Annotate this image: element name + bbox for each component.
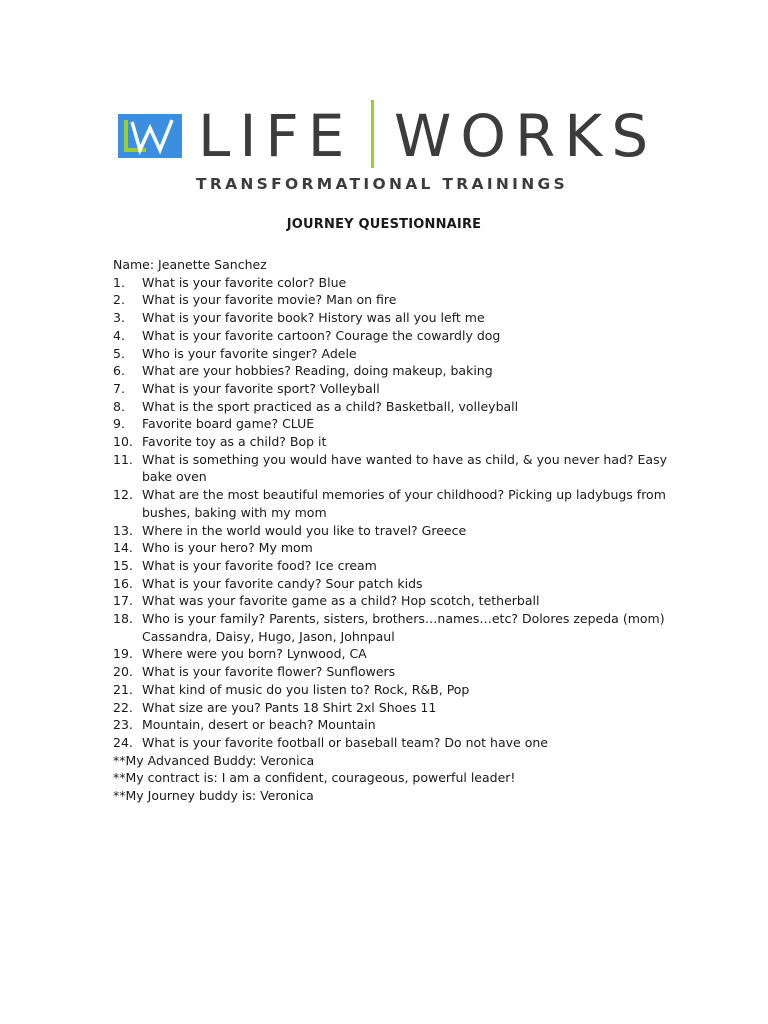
- question-text: What are your hobbies? Reading, doing makeup, baking: [142, 363, 493, 379]
- question-item: [113, 522, 673, 540]
- question-number: 4.: [113, 327, 125, 343]
- question-item: [113, 362, 673, 380]
- question-text: What is your favorite movie? Man on fire: [142, 292, 397, 308]
- question-text: Who is your favorite singer? Adele: [142, 345, 357, 361]
- question-item: [113, 681, 673, 699]
- question-item: [113, 716, 673, 734]
- question-text: What is your favorite candy? Sour patch kids: [142, 575, 423, 591]
- question-number: 14.: [113, 540, 133, 556]
- question-number: 11.: [113, 451, 133, 467]
- question-item: [113, 663, 673, 681]
- question-number: 12.: [113, 487, 133, 503]
- question-item: [113, 345, 673, 363]
- question-number: 21.: [113, 681, 133, 697]
- question-item: [113, 433, 673, 451]
- question-item: [113, 734, 673, 752]
- question-item: [113, 699, 673, 717]
- question-number: 13.: [113, 522, 133, 538]
- question-text: Who is your family? Parents, sisters, brothers…names…etc? Dolores zepeda (mom) Cassandra, Daisy, Hugo, Jason, Johnpaul: [142, 611, 665, 644]
- question-number: 1.: [113, 274, 125, 290]
- question-text: What is your favorite flower? Sunflowers: [142, 664, 396, 680]
- questionnaire-body: [113, 256, 673, 805]
- logo-word-life: LIFE: [198, 102, 354, 170]
- question-text: What is your favorite sport? Volleyball: [142, 380, 380, 396]
- question-item: [113, 610, 673, 645]
- question-number: 15.: [113, 557, 133, 573]
- footer-notes: [113, 752, 673, 805]
- name-line: Name: Jeanette Sanchez: [113, 257, 267, 272]
- question-item: [113, 398, 673, 416]
- question-text: What is the sport practiced as a child? Basketball, volleyball: [142, 398, 519, 414]
- logo-word-works: WORKS: [394, 102, 658, 170]
- question-number: 23.: [113, 717, 133, 733]
- question-text: What was your favorite game as a child? Hop scotch, tetherball: [142, 593, 540, 609]
- question-number: 19.: [113, 646, 133, 662]
- question-item: [113, 380, 673, 398]
- question-text: Favorite toy as a child? Bop it: [142, 434, 327, 450]
- question-item: [113, 557, 673, 575]
- question-number: 2.: [113, 292, 125, 308]
- question-text: What is your favorite food? Ice cream: [142, 557, 377, 573]
- question-number: 7.: [113, 380, 125, 396]
- question-text: Favorite board game? CLUE: [142, 416, 315, 432]
- question-number: 24.: [113, 734, 133, 750]
- question-item: [113, 575, 673, 593]
- logo-tagline: TRANSFORMATIONAL TRAININGS: [196, 175, 568, 193]
- question-number: 16.: [113, 575, 133, 591]
- question-text: Who is your hero? My mom: [142, 540, 313, 556]
- question-text: What are the most beautiful memories of your childhood? Picking up ladybugs from bushes, baking with my mom: [142, 487, 666, 520]
- question-number: 9.: [113, 416, 125, 432]
- logo-divider: [371, 100, 374, 168]
- question-text: What is your favorite football or baseball team? Do not have one: [142, 734, 548, 750]
- question-text: Where were you born? Lynwood, CA: [142, 646, 367, 662]
- question-text: What is your favorite color? Blue: [142, 274, 347, 290]
- question-number: 18.: [113, 611, 133, 627]
- question-number: 22.: [113, 699, 133, 715]
- question-text: What size are you? Pants 18 Shirt 2xl Shoes 11: [142, 699, 437, 715]
- question-number: 17.: [113, 593, 133, 609]
- question-item: [113, 592, 673, 610]
- question-number: 20.: [113, 664, 133, 680]
- question-number: 10.: [113, 434, 133, 450]
- question-text: What is your favorite book? History was all you left me: [142, 310, 485, 326]
- question-item: [113, 274, 673, 292]
- question-item: [113, 309, 673, 327]
- question-number: 6.: [113, 363, 125, 379]
- question-text: Mountain, desert or beach? Mountain: [142, 717, 376, 733]
- page-title: JOURNEY QUESTIONNAIRE: [286, 217, 482, 232]
- question-item: [113, 645, 673, 663]
- question-item: [113, 451, 673, 486]
- footer-line: **My Journey buddy is: Veronica: [113, 788, 314, 804]
- question-item: [113, 415, 673, 433]
- question-item: [113, 327, 673, 345]
- question-item: [113, 539, 673, 557]
- question-text: Where in the world would you like to travel? Greece: [142, 522, 467, 538]
- question-text: What kind of music do you listen to? Rock, R&B, Pop: [142, 681, 470, 697]
- question-text: What is your favorite cartoon? Courage the cowardly dog: [142, 327, 501, 343]
- question-text: What is something you would have wanted to have as child, & you never had? Easy bake oven: [142, 451, 667, 485]
- question-number: 8.: [113, 398, 125, 414]
- question-item: [113, 486, 673, 521]
- footer-line: **My Advanced Buddy: Veronica: [113, 752, 315, 768]
- question-list: [113, 274, 673, 752]
- lw-logo-icon: [118, 114, 182, 158]
- question-number: 5.: [113, 345, 125, 361]
- footer-line: **My contract is: I am a confident, courageous, powerful leader!: [113, 770, 516, 786]
- lifeworks-logo: [118, 100, 658, 195]
- question-number: 3.: [113, 310, 125, 326]
- question-item: [113, 291, 673, 309]
